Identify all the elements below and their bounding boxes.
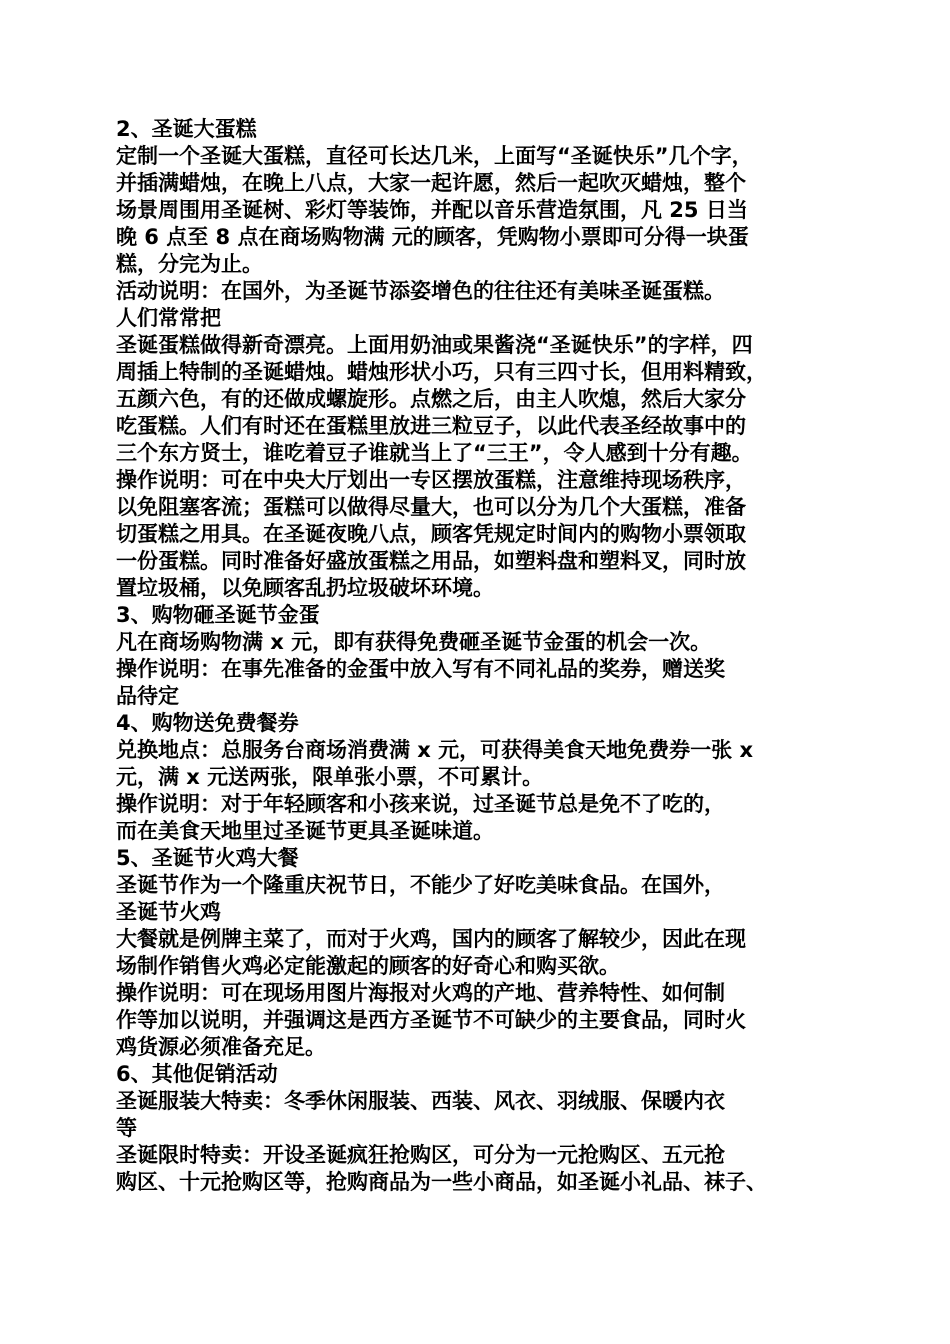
text-line: 切蛋糕之用具。在圣诞夜晚八点，顾客凭规定时间内的购物小票领取 [116,522,746,546]
text-line: 操作说明：可在中央大厅划出一专区摆放蛋糕，注意维持现场秩序， [116,468,746,492]
document-body [116,116,852,1196]
text-line: 一份蛋糕。同时准备好盛放蛋糕之用品，如塑料盘和塑料叉，同时放 [116,549,746,573]
text-line: 圣诞节作为一个隆重庆祝节日，不能少了好吃美味食品。在国外， [116,873,725,897]
text-line: 人们常常把 [116,306,221,330]
text-line: 场制作销售火鸡必定能激起的顾客的好奇心和购买欲。 [116,954,620,978]
section-heading-meal-voucher: 4、购物送免费餐券 [116,711,299,735]
text-line: 圣诞节火鸡 [116,900,221,924]
section-heading-cake: 2、圣诞大蛋糕 [116,117,257,141]
section-heading-other-promotions: 6、其他促销活动 [116,1062,278,1086]
text-line: 等 [116,1116,137,1140]
text-line: 吃蛋糕。人们有时还在蛋糕里放进三粒豆子，以此代表圣经故事中的 [116,414,746,438]
text-line: 作等加以说明，并强调这是西方圣诞节不可缺少的主要食品，同时火 [116,1008,746,1032]
text-line: 操作说明：可在现场用图片海报对火鸡的产地、营养特性、如何制 [116,981,725,1005]
text-line: 置垃圾桶，以免顾客乱扔垃圾破坏环境。 [116,576,494,600]
text-line: 圣诞蛋糕做得新奇漂亮。上面用奶油或果酱浇“圣诞快乐”的字样，四 [116,333,753,357]
section-heading-golden-egg: 3、购物砸圣诞节金蛋 [116,603,320,627]
text-line: 并插满蜡烛，在晚上八点，大家一起许愿，然后一起吹灭蜡烛，整个 [116,171,746,195]
text-line: 鸡货源必须准备充足。 [116,1035,326,1059]
text-line: 圣诞限时特卖：开设圣诞疯狂抢购区，可分为一元抢购区、五元抢 [116,1143,725,1167]
text-line: 元，满 x 元送两张，限单张小票，不可累计。 [116,765,544,789]
text-line: 以免阻塞客流；蛋糕可以做得尽量大，也可以分为几个大蛋糕，准备 [116,495,746,519]
text-line: 凡在商场购物满 x 元，即有获得免费砸圣诞节金蛋的机会一次。 [116,630,712,654]
text-line: 场景周围用圣诞树、彩灯等装饰，并配以音乐营造氛围，凡 25 日当 [116,198,748,222]
text-line: 三个东方贤士，谁吃着豆子谁就当上了“三王”，令人感到十分有趣。 [116,441,753,465]
text-line: 操作说明：对于年轻顾客和小孩来说，过圣诞节总是免不了吃的， [116,792,725,816]
text-line: 圣诞服装大特卖：冬季休闲服装、西装、风衣、羽绒服、保暖内衣 [116,1089,725,1113]
text-line: 五颜六色，有的还做成螺旋形。点燃之后，由主人吹熄，然后大家分 [116,387,746,411]
section-heading-turkey: 5、圣诞节火鸡大餐 [116,846,299,870]
text-line: 兑换地点：总服务台商场消费满 x 元，可获得美食天地免费券一张 x [116,738,754,762]
text-line: 定制一个圣诞大蛋糕，直径可长达几米，上面写“圣诞快乐”几个字， [116,144,753,168]
text-line: 购区、十元抢购区等，抢购商品为一些小商品，如圣诞小礼品、袜子、 [116,1170,767,1194]
text-line: 周插上特制的圣诞蜡烛。蜡烛形状小巧，只有三四寸长，但用料精致， [116,360,767,384]
text-line: 晚 6 点至 8 点在商场购物满 元的顾客，凭购物小票即可分得一块蛋 [116,225,749,249]
text-line: 活动说明：在国外，为圣诞节添姿增色的往往还有美味圣诞蛋糕。 [116,279,725,303]
text-line: 而在美食天地里过圣诞节更具圣诞味道。 [116,819,494,843]
text-line: 大餐就是例牌主菜了，而对于火鸡，国内的顾客了解较少，因此在现 [116,927,746,951]
text-line: 操作说明：在事先准备的金蛋中放入写有不同礼品的奖券，赠送奖 [116,657,725,681]
text-line: 品待定 [116,684,179,708]
text-line: 糕，分完为止。 [116,252,263,276]
